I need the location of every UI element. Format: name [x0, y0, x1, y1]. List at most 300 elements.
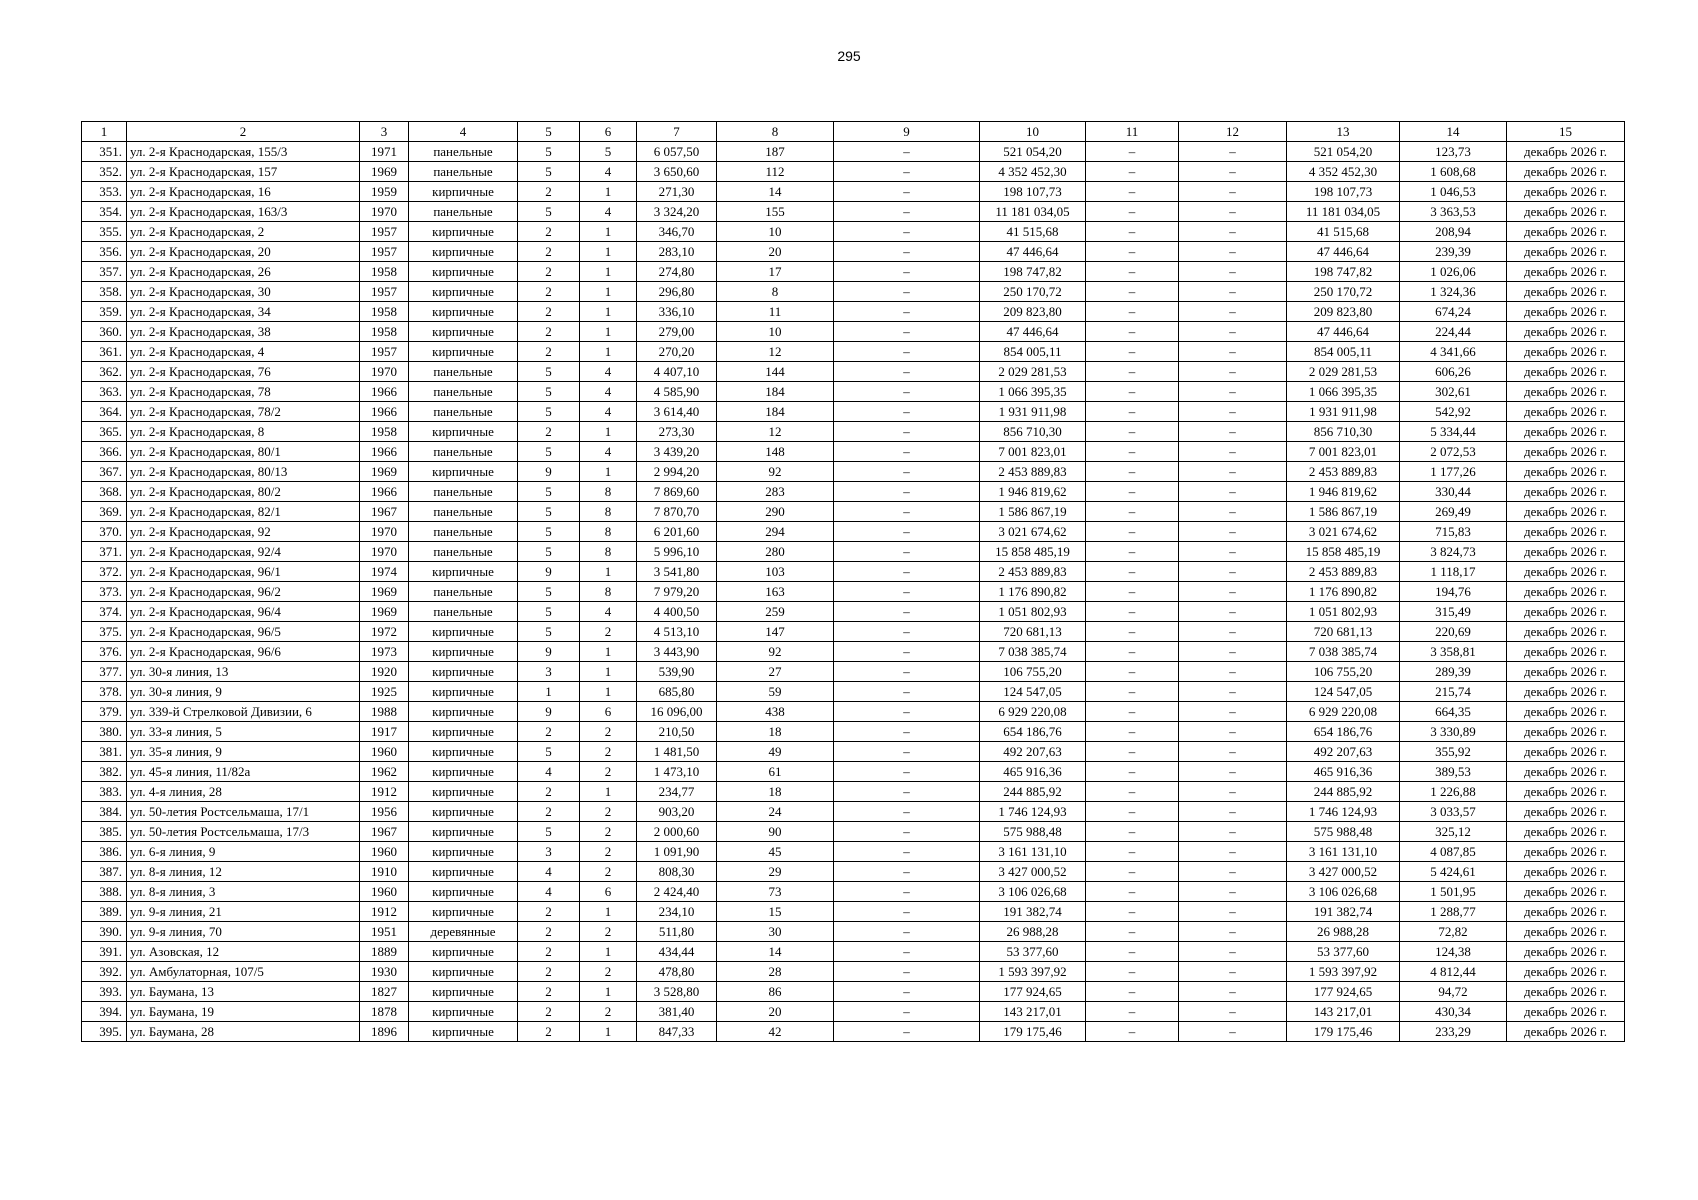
table-cell: 395.: [82, 1022, 127, 1042]
table-cell: панельные: [409, 582, 518, 602]
table-cell: 269,49: [1400, 502, 1507, 522]
table-cell: –: [834, 642, 980, 662]
table-cell: 367.: [82, 462, 127, 482]
table-cell: 2: [518, 1002, 580, 1022]
table-cell: кирпичные: [409, 562, 518, 582]
table-cell: 1970: [360, 202, 409, 222]
table-cell: 123,73: [1400, 142, 1507, 162]
table-cell: 4: [580, 382, 637, 402]
table-cell: 2: [580, 622, 637, 642]
table-cell: 511,80: [637, 922, 717, 942]
column-header: 2: [127, 122, 360, 142]
table-cell: 478,80: [637, 962, 717, 982]
table-cell: 1 046,53: [1400, 182, 1507, 202]
table-cell: 273,30: [637, 422, 717, 442]
table-cell: 250 170,72: [980, 282, 1086, 302]
table-cell: 9: [518, 462, 580, 482]
table-cell: 1 051 802,93: [1287, 602, 1400, 622]
table-cell: декабрь 2026 г.: [1507, 822, 1625, 842]
table-cell: 4: [580, 402, 637, 422]
table-cell: 61: [717, 762, 834, 782]
table-cell: –: [834, 982, 980, 1002]
table-cell: –: [1179, 262, 1287, 282]
table-cell: 1 481,50: [637, 742, 717, 762]
table-cell: –: [1179, 522, 1287, 542]
table-cell: –: [1086, 982, 1179, 1002]
table-cell: 4: [518, 882, 580, 902]
table-cell: –: [1179, 722, 1287, 742]
table-row: [82, 1002, 1625, 1022]
table-cell: 1967: [360, 822, 409, 842]
table-cell: –: [834, 702, 980, 722]
table-cell: декабрь 2026 г.: [1507, 422, 1625, 442]
table-row: [82, 262, 1625, 282]
table-cell: 1960: [360, 842, 409, 862]
table-cell: 1: [580, 902, 637, 922]
table-cell: 2 072,53: [1400, 442, 1507, 462]
table-cell: 187: [717, 142, 834, 162]
table-cell: 1958: [360, 262, 409, 282]
table-row: [82, 1022, 1625, 1042]
table-cell: 492 207,63: [1287, 742, 1400, 762]
table-cell: 3 358,81: [1400, 642, 1507, 662]
table-cell: –: [1086, 202, 1179, 222]
table-row: [82, 762, 1625, 782]
table-cell: 5: [518, 502, 580, 522]
table-cell: 208,94: [1400, 222, 1507, 242]
table-cell: деревянные: [409, 922, 518, 942]
table-cell: панельные: [409, 142, 518, 162]
table-cell: ул. 2-я Краснодарская, 34: [127, 302, 360, 322]
table-cell: 3 427 000,52: [980, 862, 1086, 882]
table-cell: 198 747,82: [1287, 262, 1400, 282]
table-cell: 59: [717, 682, 834, 702]
table-cell: 715,83: [1400, 522, 1507, 542]
table-cell: 1969: [360, 162, 409, 182]
table-cell: ул. 50-летия Ростсельмаша, 17/3: [127, 822, 360, 842]
table-row: [82, 242, 1625, 262]
table-cell: 1959: [360, 182, 409, 202]
table-cell: кирпичные: [409, 902, 518, 922]
table-cell: ул. 9-я линия, 70: [127, 922, 360, 942]
column-header: 6: [580, 122, 637, 142]
table-cell: 3 443,90: [637, 642, 717, 662]
table-cell: –: [1086, 582, 1179, 602]
table-cell: –: [1086, 1022, 1179, 1042]
table-cell: 47 446,64: [980, 242, 1086, 262]
table-cell: 3 541,80: [637, 562, 717, 582]
table-cell: 15 858 485,19: [980, 542, 1086, 562]
table-cell: 685,80: [637, 682, 717, 702]
table-cell: 1: [580, 782, 637, 802]
table-cell: 1912: [360, 782, 409, 802]
table-cell: 2 029 281,53: [1287, 362, 1400, 382]
table-cell: 124,38: [1400, 942, 1507, 962]
table-cell: 29: [717, 862, 834, 882]
table-cell: ул. 2-я Краснодарская, 155/3: [127, 142, 360, 162]
table-cell: 353.: [82, 182, 127, 202]
table-cell: декабрь 2026 г.: [1507, 642, 1625, 662]
table-cell: 720 681,13: [980, 622, 1086, 642]
table-cell: 3 363,53: [1400, 202, 1507, 222]
table-cell: 2 453 889,83: [980, 462, 1086, 482]
table-cell: 4 585,90: [637, 382, 717, 402]
table-cell: 198 747,82: [980, 262, 1086, 282]
table-cell: ул. 6-я линия, 9: [127, 842, 360, 862]
table-cell: кирпичные: [409, 662, 518, 682]
table-cell: 355.: [82, 222, 127, 242]
table-cell: 5: [518, 402, 580, 422]
table-cell: –: [834, 582, 980, 602]
table-cell: –: [1179, 662, 1287, 682]
table-cell: 2: [580, 1002, 637, 1022]
table-cell: 2: [580, 802, 637, 822]
table-cell: кирпичные: [409, 722, 518, 742]
table-row: [82, 142, 1625, 162]
table-row: [82, 962, 1625, 982]
table-cell: 244 885,92: [1287, 782, 1400, 802]
table-cell: 394.: [82, 1002, 127, 1022]
table-cell: –: [1086, 942, 1179, 962]
table-cell: декабрь 2026 г.: [1507, 962, 1625, 982]
table-cell: 283,10: [637, 242, 717, 262]
table-cell: ул. 2-я Краснодарская, 4: [127, 342, 360, 362]
table-cell: 47 446,64: [1287, 242, 1400, 262]
table-cell: ул. Баумана, 19: [127, 1002, 360, 1022]
table-cell: 1 746 124,93: [980, 802, 1086, 822]
table-cell: –: [1086, 182, 1179, 202]
table-cell: 1966: [360, 482, 409, 502]
table-cell: 1957: [360, 282, 409, 302]
table-cell: 371.: [82, 542, 127, 562]
table-cell: 1970: [360, 522, 409, 542]
table-row: [82, 982, 1625, 1002]
table-row: [82, 402, 1625, 422]
table-cell: 184: [717, 402, 834, 422]
table-cell: 5: [518, 442, 580, 462]
table-cell: 2: [518, 282, 580, 302]
table-cell: ул. 30-я линия, 9: [127, 682, 360, 702]
table-cell: 3 106 026,68: [1287, 882, 1400, 902]
table-cell: 1 226,88: [1400, 782, 1507, 802]
table-row: [82, 822, 1625, 842]
table-cell: 381,40: [637, 1002, 717, 1022]
table-cell: 1 931 911,98: [980, 402, 1086, 422]
table-cell: 808,30: [637, 862, 717, 882]
table-cell: 2: [580, 862, 637, 882]
table-cell: 2: [518, 942, 580, 962]
table-cell: декабрь 2026 г.: [1507, 342, 1625, 362]
table-cell: 1 586 867,19: [980, 502, 1086, 522]
table-cell: –: [834, 202, 980, 222]
table-cell: декабрь 2026 г.: [1507, 442, 1625, 462]
table-cell: –: [834, 622, 980, 642]
table-cell: 10: [717, 322, 834, 342]
table-cell: 90: [717, 822, 834, 842]
column-header: 9: [834, 122, 980, 142]
table-cell: 270,20: [637, 342, 717, 362]
table-cell: 379.: [82, 702, 127, 722]
table-cell: 1957: [360, 342, 409, 362]
table-cell: ул. Амбулаторная, 107/5: [127, 962, 360, 982]
table-cell: ул. 2-я Краснодарская, 92/4: [127, 542, 360, 562]
table-cell: ул. 2-я Краснодарская, 76: [127, 362, 360, 382]
table-cell: декабрь 2026 г.: [1507, 662, 1625, 682]
table-cell: кирпичные: [409, 822, 518, 842]
table-cell: 1 288,77: [1400, 902, 1507, 922]
table-cell: 8: [580, 522, 637, 542]
table-cell: 366.: [82, 442, 127, 462]
table-cell: –: [1086, 742, 1179, 762]
table-cell: 330,44: [1400, 482, 1507, 502]
table-cell: 373.: [82, 582, 127, 602]
table-cell: –: [1086, 702, 1179, 722]
table-cell: 7 979,20: [637, 582, 717, 602]
table-cell: 903,20: [637, 802, 717, 822]
table-cell: ул. 2-я Краснодарская, 96/1: [127, 562, 360, 582]
table-cell: панельные: [409, 402, 518, 422]
table-cell: 191 382,74: [1287, 902, 1400, 922]
table-cell: 224,44: [1400, 322, 1507, 342]
table-cell: 356.: [82, 242, 127, 262]
table-cell: 5 996,10: [637, 542, 717, 562]
table-cell: 391.: [82, 942, 127, 962]
table-cell: ул. 45-я линия, 11/82а: [127, 762, 360, 782]
table-cell: 1: [580, 682, 637, 702]
table-cell: ул. 2-я Краснодарская, 30: [127, 282, 360, 302]
table-cell: 5: [518, 382, 580, 402]
table-cell: 325,12: [1400, 822, 1507, 842]
table-cell: –: [1179, 442, 1287, 462]
table-cell: 375.: [82, 622, 127, 642]
table-cell: декабрь 2026 г.: [1507, 242, 1625, 262]
table-cell: 1878: [360, 1002, 409, 1022]
table-cell: кирпичные: [409, 762, 518, 782]
table-cell: –: [834, 542, 980, 562]
table-cell: 179 175,46: [980, 1022, 1086, 1042]
table-cell: 575 988,48: [980, 822, 1086, 842]
table-cell: 1: [580, 302, 637, 322]
table-cell: 521 054,20: [1287, 142, 1400, 162]
table-cell: 4 341,66: [1400, 342, 1507, 362]
table-cell: 1973: [360, 642, 409, 662]
table-cell: 4: [580, 202, 637, 222]
table-cell: 720 681,13: [1287, 622, 1400, 642]
table-cell: ул. 8-я линия, 12: [127, 862, 360, 882]
table-cell: 389,53: [1400, 762, 1507, 782]
table-cell: 3 324,20: [637, 202, 717, 222]
table-cell: –: [1179, 1002, 1287, 1022]
table-cell: декабрь 2026 г.: [1507, 362, 1625, 382]
table-cell: 389.: [82, 902, 127, 922]
table-cell: 1 746 124,93: [1287, 802, 1400, 822]
table-cell: 1: [580, 942, 637, 962]
table-cell: панельные: [409, 542, 518, 562]
table-cell: –: [1179, 382, 1287, 402]
table-cell: 6 201,60: [637, 522, 717, 542]
table-cell: ул. Баумана, 13: [127, 982, 360, 1002]
table-cell: 1: [580, 262, 637, 282]
table-cell: 18: [717, 722, 834, 742]
table-cell: 184: [717, 382, 834, 402]
table-cell: –: [1086, 762, 1179, 782]
table-cell: 381.: [82, 742, 127, 762]
table-cell: 3 106 026,68: [980, 882, 1086, 902]
table-cell: 1 608,68: [1400, 162, 1507, 182]
table-row: [82, 342, 1625, 362]
table-cell: 2: [518, 902, 580, 922]
table-row: [82, 942, 1625, 962]
table-cell: панельные: [409, 442, 518, 462]
table-cell: декабрь 2026 г.: [1507, 762, 1625, 782]
table-cell: 7 038 385,74: [1287, 642, 1400, 662]
table-cell: 465 916,36: [980, 762, 1086, 782]
table-cell: 250 170,72: [1287, 282, 1400, 302]
table-cell: 1 946 819,62: [980, 482, 1086, 502]
table-cell: –: [1086, 462, 1179, 482]
table-row: [82, 602, 1625, 622]
table-cell: 1969: [360, 462, 409, 482]
table-cell: 674,24: [1400, 302, 1507, 322]
table-cell: –: [834, 382, 980, 402]
table-cell: панельные: [409, 202, 518, 222]
table-cell: декабрь 2026 г.: [1507, 922, 1625, 942]
table-cell: кирпичные: [409, 342, 518, 362]
table-cell: 4 352 452,30: [980, 162, 1086, 182]
table-cell: 1 176 890,82: [980, 582, 1086, 602]
table-cell: 143 217,01: [1287, 1002, 1400, 1022]
table-row: [82, 882, 1625, 902]
table-cell: –: [1086, 382, 1179, 402]
table-cell: 11: [717, 302, 834, 322]
table-cell: декабрь 2026 г.: [1507, 982, 1625, 1002]
table-cell: декабрь 2026 г.: [1507, 382, 1625, 402]
table-row: [82, 922, 1625, 942]
table-cell: 2: [518, 222, 580, 242]
table-cell: 103: [717, 562, 834, 582]
table-cell: 3 021 674,62: [1287, 522, 1400, 542]
column-header: 15: [1507, 122, 1625, 142]
table-cell: кирпичные: [409, 462, 518, 482]
table-cell: 2: [518, 1022, 580, 1042]
table-cell: –: [1179, 742, 1287, 762]
table-cell: кирпичные: [409, 842, 518, 862]
table-row: [82, 462, 1625, 482]
table-cell: 5: [580, 142, 637, 162]
table-cell: 11 181 034,05: [980, 202, 1086, 222]
table-cell: 1889: [360, 942, 409, 962]
table-cell: 2: [580, 762, 637, 782]
table-cell: 106 755,20: [1287, 662, 1400, 682]
table-header-row: [82, 122, 1625, 142]
table-cell: 376.: [82, 642, 127, 662]
table-cell: 8: [580, 482, 637, 502]
table-cell: 575 988,48: [1287, 822, 1400, 842]
table-cell: 42: [717, 1022, 834, 1042]
table-cell: 45: [717, 842, 834, 862]
table-cell: кирпичные: [409, 262, 518, 282]
table-cell: 1920: [360, 662, 409, 682]
table-cell: –: [1179, 982, 1287, 1002]
table-cell: –: [1179, 482, 1287, 502]
table-cell: 4 400,50: [637, 602, 717, 622]
table-cell: декабрь 2026 г.: [1507, 742, 1625, 762]
table-cell: 1: [580, 642, 637, 662]
housing-registry-table: [81, 121, 1625, 1042]
table-cell: 2 000,60: [637, 822, 717, 842]
table-cell: кирпичные: [409, 782, 518, 802]
table-cell: 383.: [82, 782, 127, 802]
table-cell: 24: [717, 802, 834, 822]
table-cell: ул. 2-я Краснодарская, 26: [127, 262, 360, 282]
table-cell: 94,72: [1400, 982, 1507, 1002]
table-cell: ул. 339-й Стрелковой Дивизии, 6: [127, 702, 360, 722]
table-row: [82, 322, 1625, 342]
table-cell: 3 427 000,52: [1287, 862, 1400, 882]
table-cell: 1 066 395,35: [980, 382, 1086, 402]
table-cell: –: [834, 902, 980, 922]
table-cell: 8: [580, 582, 637, 602]
table-cell: 1 593 397,92: [980, 962, 1086, 982]
table-cell: декабрь 2026 г.: [1507, 142, 1625, 162]
column-header: 1: [82, 122, 127, 142]
table-cell: 4: [580, 162, 637, 182]
table-cell: ул. 2-я Краснодарская, 2: [127, 222, 360, 242]
table-cell: 2: [580, 722, 637, 742]
table-cell: кирпичные: [409, 942, 518, 962]
table-cell: 465 916,36: [1287, 762, 1400, 782]
table-cell: 5: [518, 142, 580, 162]
table-cell: 1 946 819,62: [1287, 482, 1400, 502]
table-cell: –: [834, 362, 980, 382]
table-cell: декабрь 2026 г.: [1507, 562, 1625, 582]
table-cell: 2: [518, 342, 580, 362]
table-cell: –: [1086, 222, 1179, 242]
table-cell: 1896: [360, 1022, 409, 1042]
table-cell: ул. 2-я Краснодарская, 96/6: [127, 642, 360, 662]
table-cell: –: [1086, 402, 1179, 422]
table-cell: 1 066 395,35: [1287, 382, 1400, 402]
table-cell: 6 057,50: [637, 142, 717, 162]
table-cell: 271,30: [637, 182, 717, 202]
table-cell: 382.: [82, 762, 127, 782]
table-cell: –: [834, 842, 980, 862]
table-cell: 53 377,60: [1287, 942, 1400, 962]
table-cell: –: [834, 722, 980, 742]
table-cell: 387.: [82, 862, 127, 882]
table-cell: 1972: [360, 622, 409, 642]
table-row: [82, 622, 1625, 642]
table-cell: 6: [580, 702, 637, 722]
table-cell: 5: [518, 362, 580, 382]
table-cell: 27: [717, 662, 834, 682]
table-cell: 11 181 034,05: [1287, 202, 1400, 222]
table-cell: –: [834, 262, 980, 282]
table-cell: 210,50: [637, 722, 717, 742]
table-cell: 1 118,17: [1400, 562, 1507, 582]
table-cell: декабрь 2026 г.: [1507, 902, 1625, 922]
table-cell: декабрь 2026 г.: [1507, 202, 1625, 222]
table-cell: 1: [580, 562, 637, 582]
table-cell: –: [1086, 162, 1179, 182]
table-row: [82, 582, 1625, 602]
table-cell: 2 029 281,53: [980, 362, 1086, 382]
table-cell: 365.: [82, 422, 127, 442]
table-cell: 2: [518, 962, 580, 982]
table-cell: панельные: [409, 502, 518, 522]
table-row: [82, 282, 1625, 302]
table-cell: кирпичные: [409, 182, 518, 202]
